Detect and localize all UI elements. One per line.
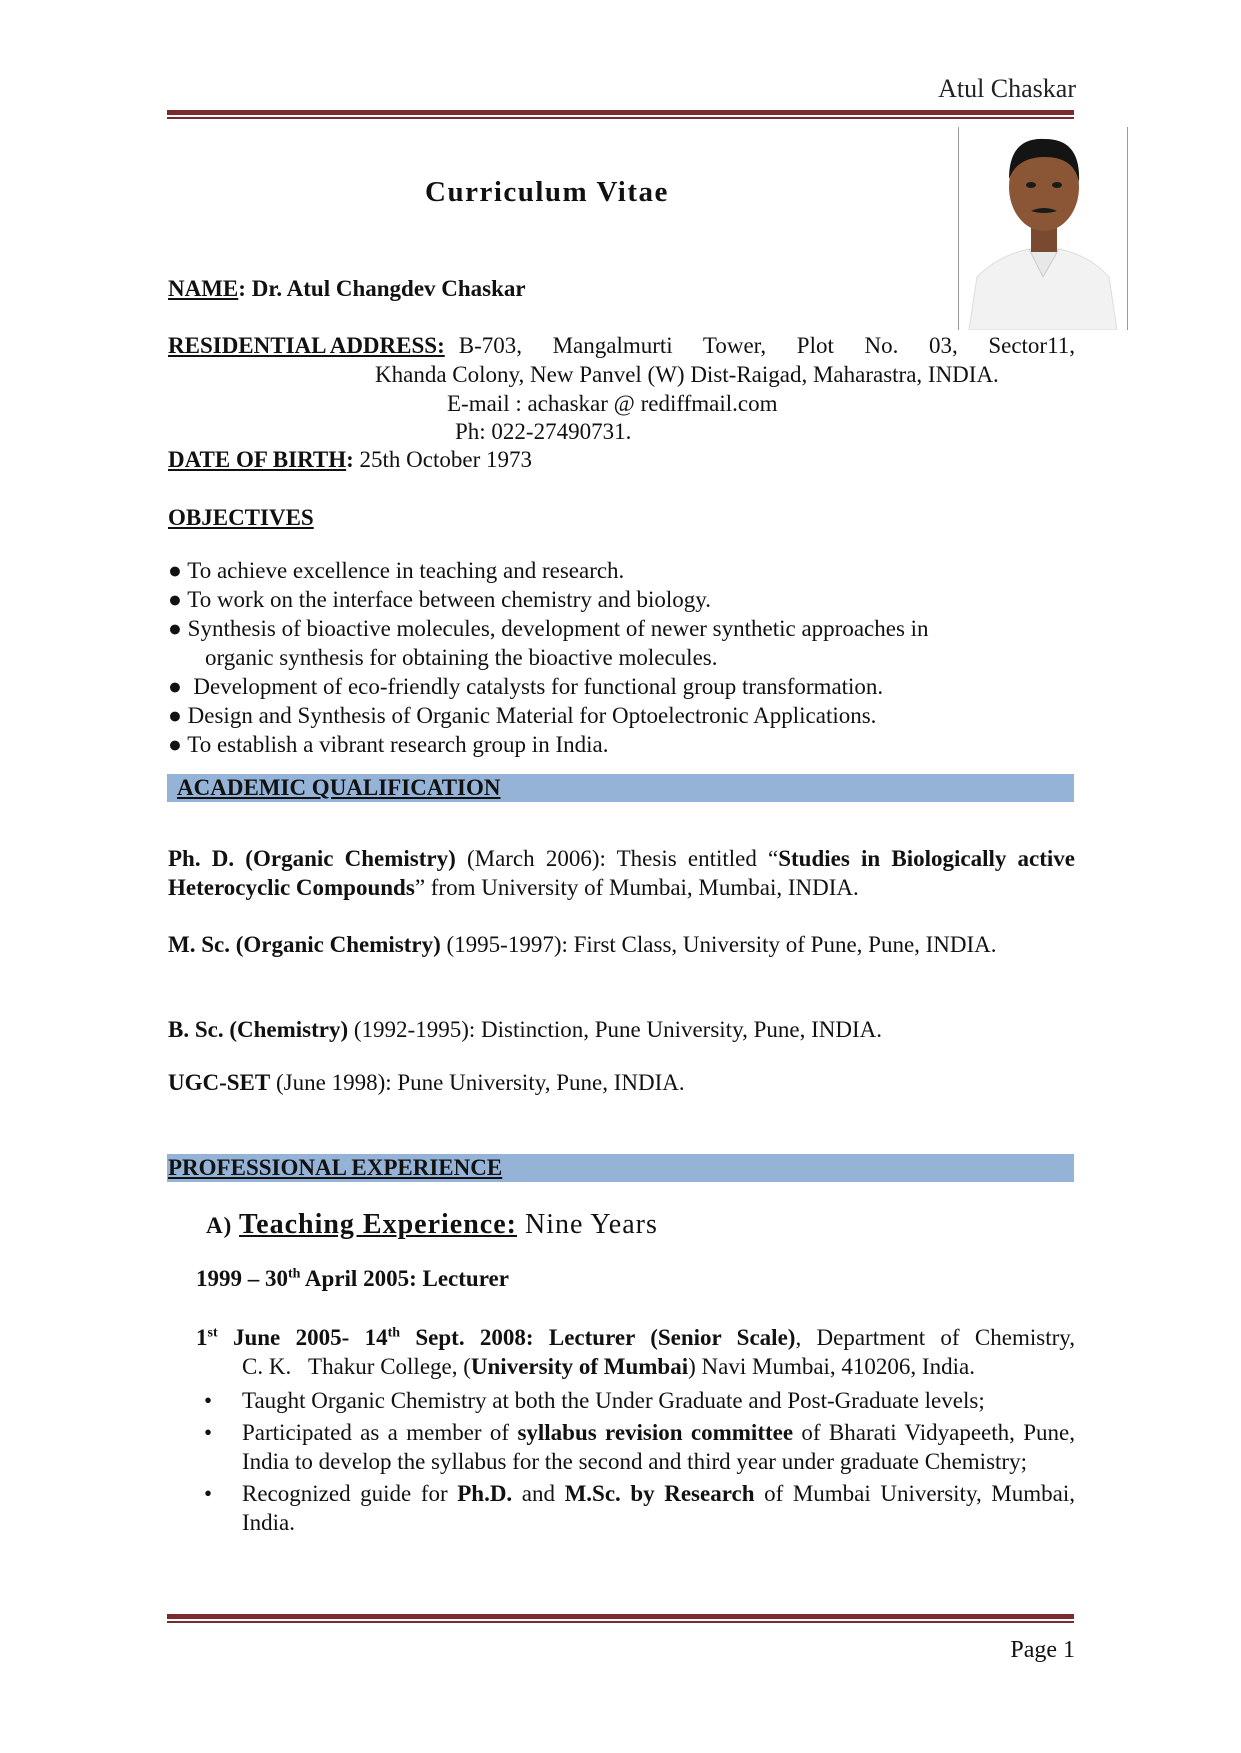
objectives-heading: OBJECTIVES [168, 505, 314, 530]
objective-item: ● Development of eco-friendly catalysts for functional group transformation. [168, 674, 884, 699]
role-lecturer: 1999 – 30th April 2005: Lecturer [196, 1266, 509, 1291]
address-line2: Khanda Colony, New Panvel (W) Dist-Raigad, Maharastra, INDIA. [375, 362, 999, 387]
academic-section-bar [167, 774, 1074, 802]
teaching-experience-heading: A) Teaching Experience: Nine Years [206, 1209, 658, 1240]
role-senior-lecturer: 1st June 2005- 14th Sept. 2008: Lecturer (Senior Scale), Department of Chemistry, C. K. Thakur College, (University of Mumbai) Navi Mumbai, 410206, India. [196, 1325, 1076, 1379]
experience-bullets [200, 1386, 1075, 1540]
experience-bullet: • Taught Organic Chemistry at both the Under Graduate and Post-Graduate levels; [200, 1386, 1075, 1415]
msc-entry: M. Sc. (Organic Chemistry) (1995-1997): First Class, University of Pune, Pune, INDIA. [168, 932, 997, 957]
objective-item: ● To achieve excellence in teaching and research. [168, 558, 625, 583]
bsc-entry: B. Sc. (Chemistry) (1992-1995): Distinction, Pune University, Pune, INDIA. [168, 1017, 882, 1042]
experience-bullet: • Recognized guide for Ph.D. and M.Sc. by Research of Mumbai University, Mumbai, India. [200, 1479, 1075, 1537]
objective-item: ● To work on the interface between chemistry and biology. [168, 587, 712, 612]
experience-bullet: • Participated as a member of syllabus revision committee of Bharati Vidyapeeth, Pune, India to develop the syllabus for the second and third year under graduate Chemistry; [200, 1418, 1075, 1476]
address-label: RESIDENTIAL ADDRESS: [168, 333, 445, 358]
objective-item: ● Design and Synthesis of Organic Material for Optoelectronic Applications. [168, 703, 877, 728]
objectives-list [168, 556, 929, 759]
ugc-entry: UGC-SET (June 1998): Pune University, Pune, INDIA. [168, 1070, 685, 1095]
name-value: Dr. Atul Changdev Chaskar [251, 276, 526, 301]
phd-entry: Ph. D. (Organic Chemistry) (March 2006): Thesis entitled “Studies in Biologically active Heterocyclic Compounds” from University of Mumbai, Mumbai, INDIA. [168, 846, 1075, 900]
objective-item: ● Synthesis of bioactive molecules, development of newer synthetic approaches in [168, 616, 929, 641]
profile-photo [958, 127, 1128, 330]
portrait-icon [959, 127, 1127, 330]
address-row [168, 333, 1075, 359]
phone: Ph: 022-27490731. [455, 419, 632, 444]
footer-rule [167, 1614, 1074, 1623]
page-number: Page 1 [1010, 1637, 1075, 1663]
dob-label: DATE OF BIRTH [168, 447, 347, 472]
address-line1: B-703, Mangalmurti Tower, Plot No. 03, Sector11, [458, 333, 1075, 358]
dob-row: DATE OF BIRTH: 25th October 1973 [168, 447, 532, 472]
academic-heading: ACADEMIC QUALIFICATION [177, 775, 501, 800]
name-row: NAME: Dr. Atul Changdev Chaskar [168, 276, 526, 301]
dob-value: 25th October 1973 [359, 447, 532, 472]
document-title: Curriculum Vitae [425, 176, 669, 208]
header-author-name: Atul Chaskar [938, 74, 1076, 103]
objective-item: ● To establish a vibrant research group in India. [168, 732, 609, 757]
objective-item-continuation: organic synthesis for obtaining the bioactive molecules. [205, 645, 718, 670]
email: E-mail : achaskar @ rediffmail.com [447, 391, 778, 416]
professional-section-bar [167, 1154, 1074, 1182]
header-rule [167, 110, 1074, 119]
name-label: NAME [168, 276, 239, 301]
professional-heading: PROFESSIONAL EXPERIENCE [168, 1155, 503, 1180]
